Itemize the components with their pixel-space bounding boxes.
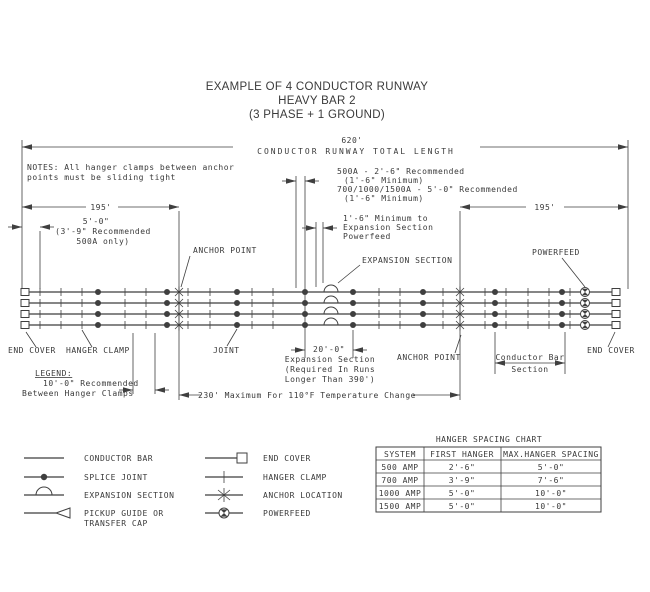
dimension-value: 195' bbox=[90, 203, 112, 212]
note-line2: Expansion Section bbox=[343, 223, 434, 232]
dimension-note-line3: (Required In Runs bbox=[284, 365, 376, 374]
legend-note-line1: 10'-0" Recommended bbox=[43, 379, 139, 388]
splice-joint-symbol bbox=[95, 322, 101, 328]
note-line1: 500A - 2'-6" Recommended bbox=[337, 167, 465, 176]
title-block bbox=[206, 81, 429, 121]
splice-joint-symbol bbox=[164, 289, 170, 295]
splice-joint-symbol bbox=[350, 300, 356, 306]
legend-item-label: SPLICE JOINT bbox=[84, 473, 148, 482]
dimension-note-line2: Expansion Section bbox=[284, 355, 376, 364]
dimension-value: 195' bbox=[534, 203, 556, 212]
note-expansion-clearance bbox=[302, 214, 433, 287]
symbol-legend bbox=[24, 453, 343, 528]
notes-block bbox=[27, 163, 234, 182]
chart-header: FIRST HANGER bbox=[430, 450, 494, 459]
dimension-expansion bbox=[285, 330, 375, 384]
splice-joint-symbol bbox=[559, 311, 565, 317]
title-line3: (3 PHASE + 1 GROUND) bbox=[248, 109, 386, 121]
leader-line bbox=[608, 332, 615, 347]
expansion-section-label: EXPANSION SECTION bbox=[362, 256, 453, 265]
splice-joint-symbol bbox=[234, 322, 240, 328]
splice-joint-symbol bbox=[302, 300, 308, 306]
splice-joint-symbol bbox=[95, 300, 101, 306]
chart-cell: 3'-9" bbox=[448, 476, 476, 485]
leader-line bbox=[26, 332, 36, 347]
legend-note-line2: Between Hanger Clamps bbox=[22, 389, 134, 398]
note-line2: (3'-9" Recommended bbox=[55, 227, 151, 236]
legend-item-label: ANCHOR LOCATION bbox=[263, 491, 343, 500]
legend-item-label: TRANSFER CAP bbox=[84, 519, 148, 528]
splice-joint-symbol bbox=[95, 289, 101, 295]
splice-joint-symbol bbox=[420, 322, 426, 328]
notes-line1: NOTES: All hanger clamps between anchor bbox=[27, 163, 235, 172]
leader-line bbox=[562, 258, 585, 287]
note-line2: (1'-6" Minimum) bbox=[344, 176, 424, 185]
splice-joint-symbol bbox=[234, 289, 240, 295]
expansion-arc-symbol bbox=[324, 296, 338, 303]
dimension-label-line2: Section bbox=[511, 365, 549, 374]
leader-line bbox=[338, 265, 360, 283]
title-line2: HEAVY BAR 2 bbox=[278, 95, 356, 107]
note-line3: 700/1000/1500A - 5'-0" Recommended bbox=[337, 185, 518, 194]
anchor-point-right-label: ANCHOR POINT bbox=[397, 353, 461, 362]
splice-joint-symbol bbox=[350, 311, 356, 317]
note-line3: 500A only) bbox=[76, 237, 130, 246]
splice-joint-symbol bbox=[420, 311, 426, 317]
chart-cell: 7'-6" bbox=[537, 476, 565, 485]
legend-item-label: HANGER CLAMP bbox=[263, 473, 327, 482]
note-line1: 1'-6" Minimum to bbox=[343, 214, 429, 223]
expansion-arc-symbol bbox=[324, 307, 338, 314]
hanger-spacing-chart bbox=[376, 435, 601, 512]
chart-cell: 5'-0" bbox=[537, 463, 565, 472]
splice-joint-symbol bbox=[559, 289, 565, 295]
dimension-label-line1: Conductor Bar bbox=[495, 353, 565, 362]
splice-joint-symbol bbox=[350, 289, 356, 295]
chart-cell: 700 AMP bbox=[381, 476, 419, 485]
splice-joint-symbol bbox=[492, 289, 498, 295]
chart-cell: 2'-6" bbox=[448, 463, 476, 472]
splice-joint-symbol bbox=[234, 311, 240, 317]
end-cover-symbol bbox=[21, 289, 29, 296]
chart-title: HANGER SPACING CHART bbox=[435, 435, 543, 444]
note-line3: Powerfeed bbox=[343, 232, 391, 241]
callouts-top bbox=[181, 246, 585, 287]
splice-joint-symbol bbox=[492, 300, 498, 306]
dimension-value: 20'-0" bbox=[313, 345, 345, 354]
splice-joint-symbol bbox=[350, 322, 356, 328]
chart-cell: 500 AMP bbox=[381, 463, 419, 472]
chart-cell: 5'-0" bbox=[448, 502, 476, 511]
legend-item-label: EXPANSION SECTION bbox=[84, 491, 175, 500]
legend-item-label: PICKUP GUIDE OR bbox=[84, 509, 164, 518]
splice-joint-symbol bbox=[234, 300, 240, 306]
notes-line2: points must be sliding tight bbox=[27, 173, 176, 182]
note-first-hanger bbox=[8, 217, 151, 289]
end-cover-left-label: END COVER bbox=[8, 346, 56, 355]
pickup-guide-symbol bbox=[56, 508, 70, 518]
end-cover-symbol bbox=[612, 289, 620, 296]
title-line1: EXAMPLE OF 4 CONDUCTOR RUNWAY bbox=[205, 81, 429, 93]
note-legend-block bbox=[22, 333, 169, 398]
splice-joint-symbol bbox=[302, 322, 308, 328]
joint-label: JOINT bbox=[213, 346, 240, 355]
splice-joint-symbol bbox=[164, 311, 170, 317]
note-line4: (1'-6" Minimum) bbox=[344, 194, 424, 203]
splice-joint-symbol bbox=[492, 311, 498, 317]
chart-cell: 10'-0" bbox=[535, 489, 567, 498]
note-line1: 5'-0" bbox=[82, 217, 110, 226]
leader-line bbox=[227, 329, 237, 346]
end-cover-right-label: END COVER bbox=[587, 346, 635, 355]
conductor-runway bbox=[21, 285, 620, 331]
chart-cell: 1500 AMP bbox=[378, 502, 422, 511]
splice-joint-symbol bbox=[492, 322, 498, 328]
splice-joint-symbol bbox=[95, 311, 101, 317]
splice-joint-symbol bbox=[559, 300, 565, 306]
expansion-section-symbol bbox=[36, 487, 52, 495]
splice-joint-symbol bbox=[164, 300, 170, 306]
leader-line bbox=[181, 256, 190, 287]
end-cover-symbol bbox=[612, 311, 620, 318]
dimension-label: CONDUCTOR RUNWAY TOTAL LENGTH bbox=[257, 147, 455, 156]
end-cover-symbol bbox=[21, 322, 29, 329]
splice-joint-symbol bbox=[559, 322, 565, 328]
splice-joint-symbol bbox=[302, 311, 308, 317]
powerfeed-label: POWERFEED bbox=[532, 248, 580, 257]
dimension-temperature bbox=[179, 391, 460, 400]
splice-joint-symbol bbox=[420, 300, 426, 306]
legend-item-label: POWERFEED bbox=[263, 509, 311, 518]
end-cover-symbol bbox=[21, 311, 29, 318]
splice-joint-symbol bbox=[302, 289, 308, 295]
chart-cell: 10'-0" bbox=[535, 502, 567, 511]
anchor-point-label: ANCHOR POINT bbox=[193, 246, 257, 255]
dimension-value: 620' bbox=[341, 136, 363, 145]
hanger-clamp-label: HANGER CLAMP bbox=[66, 346, 130, 355]
legend-item-label: END COVER bbox=[263, 454, 311, 463]
end-cover-symbol bbox=[612, 322, 620, 329]
end-cover-symbol bbox=[21, 300, 29, 307]
dimension-note-line4: Longer Than 390') bbox=[284, 375, 376, 384]
splice-joint-symbol bbox=[164, 322, 170, 328]
dimension-total-length bbox=[22, 136, 628, 289]
splice-joint-symbol bbox=[41, 474, 47, 480]
legend-item-label: CONDUCTOR BAR bbox=[84, 454, 154, 463]
dimension-conductor-bar-section bbox=[495, 332, 565, 374]
end-cover-symbol bbox=[237, 453, 247, 463]
expansion-arc-symbol bbox=[324, 285, 338, 292]
end-cover-symbol bbox=[612, 300, 620, 307]
chart-cell: 1000 AMP bbox=[378, 489, 422, 498]
legend-heading: LEGEND: bbox=[35, 369, 73, 378]
expansion-arc-symbol bbox=[324, 318, 338, 325]
leader-line bbox=[82, 330, 92, 347]
splice-joint-symbol bbox=[420, 289, 426, 295]
chart-header: SYSTEM bbox=[384, 450, 416, 459]
chart-cell: 5'-0" bbox=[448, 489, 476, 498]
chart-header: MAX.HANGER SPACING bbox=[503, 450, 599, 459]
dimension-label: 230' Maximum For 110°F Temperature Change bbox=[198, 391, 416, 400]
